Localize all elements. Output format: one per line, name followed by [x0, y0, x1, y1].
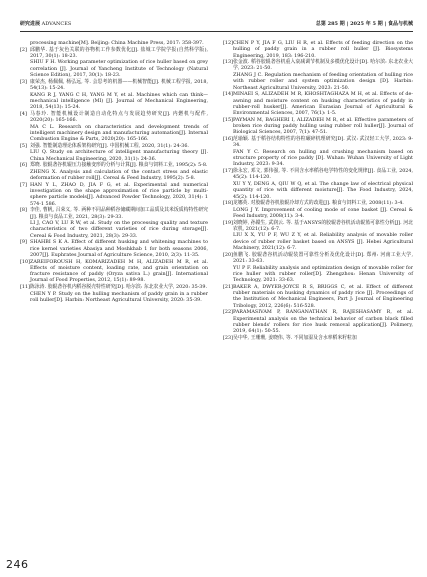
reference-entry — [20, 124, 208, 143]
reference-entry — [20, 239, 208, 258]
reference-entry — [20, 182, 208, 207]
reference-entry — [223, 91, 413, 116]
reference-entry — [20, 284, 208, 290]
header-section-en: ADVANCES — [41, 21, 72, 27]
reference-entry — [223, 40, 413, 59]
reference-number: [18] — [223, 200, 233, 207]
header-divider — [20, 31, 413, 32]
reference-text: LIU X X, YU P F, WU Z Y, et al. Reliability analysis of movable roller device of rubber roller basket based on ANSYS [J]. Hebei Agricultural Machinery, 2021(12): 6-7. — [233, 232, 413, 252]
reference-entry — [223, 117, 413, 136]
reference-text: 李佳, 曹帆, 吕荣义, 等. 两种不同品种稻谷储藏期间加工品质及其米饭质构特性研究[J]. 粮食与食品工业, 2021, 28(3): 29-33. — [30, 207, 208, 220]
reference-number: [15] — [223, 116, 233, 123]
reference-text: 邱鹏华. 基于灰色关联的谷物机工作参数优化[J]. 盐城工学院学报(自然科学版), 2017, 30(1): 18-23. — [30, 46, 208, 59]
reference-text: MA C L. Research on characteristics and development trends of intelligent machinery design and manufacturing automation[J]. Internal Combustion Engine & Parts, 2020(20): 165-166. — [30, 123, 208, 143]
reference-text: ZHANG J C. Regulation mechanism of feeding orientation of hulling rice with rubber roller and system optimization design [D]. Harbin: Northeast Agricultural University, 2023: 21-50. — [233, 72, 413, 91]
reference-entry — [223, 265, 413, 284]
reference-number: [21] — [223, 283, 233, 290]
reference-number: [2] — [20, 46, 27, 53]
reference-entry — [20, 92, 208, 111]
reference-number: [7] — [20, 181, 27, 188]
reference-text: LIU Q. Study on architecture of intelligent manufacturing theory [J]. China Mechanical Engineering, 2020, 31(1): 24-36. — [30, 149, 208, 162]
reference-text: processing machine[M]. Beijing: China Machine Press, 2017: 358-397. — [30, 40, 204, 46]
reference-text: XU Y Y, DENG A, QIU W Q, et al. The change law of electrical physical quantity of rice with different moisture[J]. The Food Industry, 2024, 45(2): 114-120. — [233, 180, 413, 200]
header-journal-info — [316, 20, 413, 28]
reference-number: [5] — [20, 142, 27, 149]
reference-text: SHIU F H. Working parameter optimization of rice huller based on grey correlation [J]. Journal of Yancheng Institute of Technology (Natural Science Edition), 2017, 30(1): 18-23. — [30, 59, 208, 79]
reference-number: [4] — [20, 110, 27, 117]
header-section-cn: 研究进展 — [20, 21, 41, 27]
reference-entry — [223, 220, 413, 233]
reference-number: [23] — [223, 334, 233, 341]
reference-number: [11] — [20, 284, 30, 291]
reference-text: KANG R J, YANG C H, YANG M Y, et al. Machines which can think—mechanical intelligence (MI) [J]. Journal of Mechanical Engineering, 2018, 54(13): 15-24. — [30, 91, 208, 111]
reference-entry — [20, 79, 208, 92]
references-left-column — [20, 40, 208, 304]
header-section-label — [20, 20, 71, 28]
reference-text: 马春玲. 智能机械设计制造自动化特点与发展趋势研究[J]. 内燃机与配件, 2020(20): 165-166. — [30, 110, 208, 124]
reference-number: [19] — [223, 219, 233, 226]
reference-text: PARAMASIVAM P, RANGANATHAN R, RAJESHASAMY R, et al. Experimental analysis on the technical behavior of carbon black filled rubber blends' rollers for rice husk removal application[J]. Polimery, 2019, 64(1): 50-55. — [233, 309, 413, 335]
reference-text: ZAREIFOROUSH H, KOMARIZADEH M H, ALIZADEH M R, et al. Effects of moisture content, loading rate, and grain orientation on fracture resistance of paddy (Oryza sativa L.) grain[J]. International Journal of Food Properties, 2012, 15(1): 89-98. — [30, 258, 208, 284]
reference-number: [22] — [223, 309, 233, 316]
reference-text: 郑晓. 胶辊砻谷机辊压力接触变形的分析与计算[J]. 粮食与饲料工业, 1995(2): 5-8. — [30, 162, 208, 169]
reference-entry — [223, 252, 413, 265]
reference-number: [12] — [223, 40, 233, 46]
running-header — [20, 20, 413, 30]
reference-entry — [20, 149, 208, 162]
reference-text: 张金波. 稻谷胶辊砻谷机重入衰减调节机制及多模优化设计[D]. 哈尔滨: 东北农业大学, 2023: 21-50. — [233, 59, 413, 72]
reference-text: 刘强. 智能制造理论体系架构研究[J]. 中国机械工程, 2020, 31(1): 24-36. — [30, 142, 189, 149]
reference-entry — [223, 149, 413, 168]
reference-entry — [223, 207, 413, 220]
references-right-column — [223, 40, 413, 341]
reference-number: [17] — [223, 168, 233, 175]
reference-number: [13] — [223, 59, 233, 66]
reference-number: [16] — [223, 135, 233, 142]
reference-text: 康荣杰, 杨佩佩, 杨弘远, 等. 会思考的机器——机械智能[J]. 机械工程学报, 2018, 54(13): 15-24. — [30, 78, 208, 91]
reference-entry — [20, 207, 208, 220]
reference-text: SHAHBI S K A. Effect of different husking and whitening machines to rice kernel varieties Abasiya and Moshkhab 1 for both seasons 2006, 2007[J]. Euphrates Journal of Agriculture Science, 2010, 2(3): 11-35. — [30, 239, 208, 258]
reference-entry — [20, 259, 208, 284]
reference-entry — [223, 200, 413, 206]
reference-text: PAYMAN M, BAGHERI I, ALIZADEH M R, et al. Effective parameters of broken rice during paddy hulling using rubber roll huller[J]. Journal of Biological Sciences, 2007, 7(1): 47-51. — [233, 116, 413, 136]
reference-text: 徐永宏, 邓文, 郭伟强, 等. 不同含水率稻谷电学特性的变化规律[J]. 食品工业, 2024, 45(2): 114-120. — [233, 168, 413, 181]
reference-entry — [20, 169, 208, 182]
reference-number: [8] — [20, 207, 27, 214]
reference-text: CHEN Y P. Study on the hulling mechanism of paddy grain in a rubber roll huller[D]. Harbin: Northeast Agricultural University, 2020: 35-39. — [30, 290, 208, 303]
reference-entry — [20, 47, 208, 60]
reference-entry — [223, 168, 413, 181]
reference-entry — [223, 284, 413, 309]
reference-text: MINAEI S, ALIZADEH M R, KHOSHTAGHAZA M H, et al. Effects of de-awning and moisture content on husking characteristics of paddy in rubber-roll husker[J]. American Eurasian Journal of Agricultural & Environmental Sciences, 2007, 76(1): 1-5. — [233, 91, 413, 117]
reference-number: [3] — [20, 78, 27, 85]
reference-entry — [20, 111, 208, 124]
reference-text: FAN Y C. Research on hulling and crushing mechanism based on structure property of rice paddy [D]. Wuhan: Wuhan University of Light Industry, 2023: 9-34. — [233, 148, 413, 168]
reference-text: 陈泳涛. 胶辊砻谷机内稻谷脱壳特性研究[D]. 哈尔滨: 东北农业大学, 2020: 35-39. — [30, 284, 208, 291]
reference-text: LONG J Y. Improvement of cooling mode of cone basket [J]. Cereal & Feed Industry, 2008(11): 3-4. — [233, 206, 413, 219]
reference-entry — [20, 40, 208, 46]
reference-entry — [223, 72, 413, 91]
reference-number: [10] — [20, 258, 30, 265]
reference-text: HAN Y L, ZHAO D, JIA F G, et al. Experimental and numerical investigation on the shape approximation of rice particle by multi-sphere particle models[J]. Advanced Powder Technology, 2020, 31(4): 1 574-1 586. — [30, 181, 208, 207]
reference-entry — [20, 143, 208, 149]
reference-entry — [223, 59, 413, 72]
reference-number: [6] — [20, 162, 27, 169]
reference-text: 刘晓婷, 孙赣生, 武润云. 等. 基于ANSYS的胶辊砻谷机活动辊篮可靠性分析[J]. 河北农机, 2021(12): 6-7. — [233, 219, 413, 232]
reference-text: 龙娜英. 对胶辊砻谷机胶辊冷却方式的改进[J]. 粮食与饲料工业, 2008(11): 3-4. — [233, 200, 404, 207]
reference-entry — [20, 220, 208, 239]
page-number: 246 — [6, 558, 29, 571]
reference-text: 吴中华, 王珊珊, 姜晓伟, 等. 不同加湿及含水率稻米籽粒加 — [233, 334, 357, 341]
reference-text: 范瑜颖. 基于稻谷结构特性的谷粒碾碎机理研究[D]. 武汉: 武汉轻工大学, 2023: 9-34. — [233, 135, 413, 149]
reference-entry — [20, 162, 208, 168]
reference-text: LI J, CAO V, LU R W, et al. Study on the processing quality and texture characteristics of two different varieties of rice during storage[J]. Cereal & Food Industry, 2021, 28(3): 29-33. — [30, 220, 208, 239]
reference-text: CHEN P Y, JIA F G, LIU H R, et al. Effects of feeding direction on the hulling of paddy grain in a rubber roll huller [J]. Biosystems Engineering, 2019, 183: 196-210. — [233, 40, 413, 59]
reference-entry — [223, 181, 413, 200]
reference-text: BAKER A, DWYER-JOYCE R S, BRIGGS C, et al. Effect of different rubber materials on husking dynamics of paddy rice [J]. Proceedings of the Institution of Mechanical Engineers, Part J: Journal of Engineering Tribology, 2012, 226(6): 516-528. — [233, 283, 413, 309]
reference-entry — [20, 291, 208, 304]
reference-entry — [20, 59, 208, 78]
reference-text: ZHENG X. Analysis and calculation of the contact stress and elastic deformation of rubber roll[J]. Cereal & Feed Industry, 1995(2): 5-8. — [30, 168, 208, 182]
reference-entry — [223, 232, 413, 251]
reference-text: YU P F. Reliability analysis and optimization design of movable roller for rice huller with rubber roller[D]. Zhengzhou: Henan University of Technology, 2021: 33-63. — [233, 264, 413, 284]
reference-entry — [223, 309, 413, 334]
header-issue-text: 总第 285 期 | 2025 年 5 期 | 食品与机械 — [315, 21, 413, 27]
reference-entry — [223, 136, 413, 149]
reference-number: [14] — [223, 91, 233, 98]
reference-number: [9] — [20, 239, 27, 246]
reference-number: [20] — [223, 251, 233, 258]
reference-entry — [223, 335, 413, 341]
reference-text: 鱼鹏飞. 胶辊砻谷机活动辊装置可靠性分析及优化设计[D]. 郑州: 河南工业大学, 2021: 33-63. — [233, 251, 413, 264]
